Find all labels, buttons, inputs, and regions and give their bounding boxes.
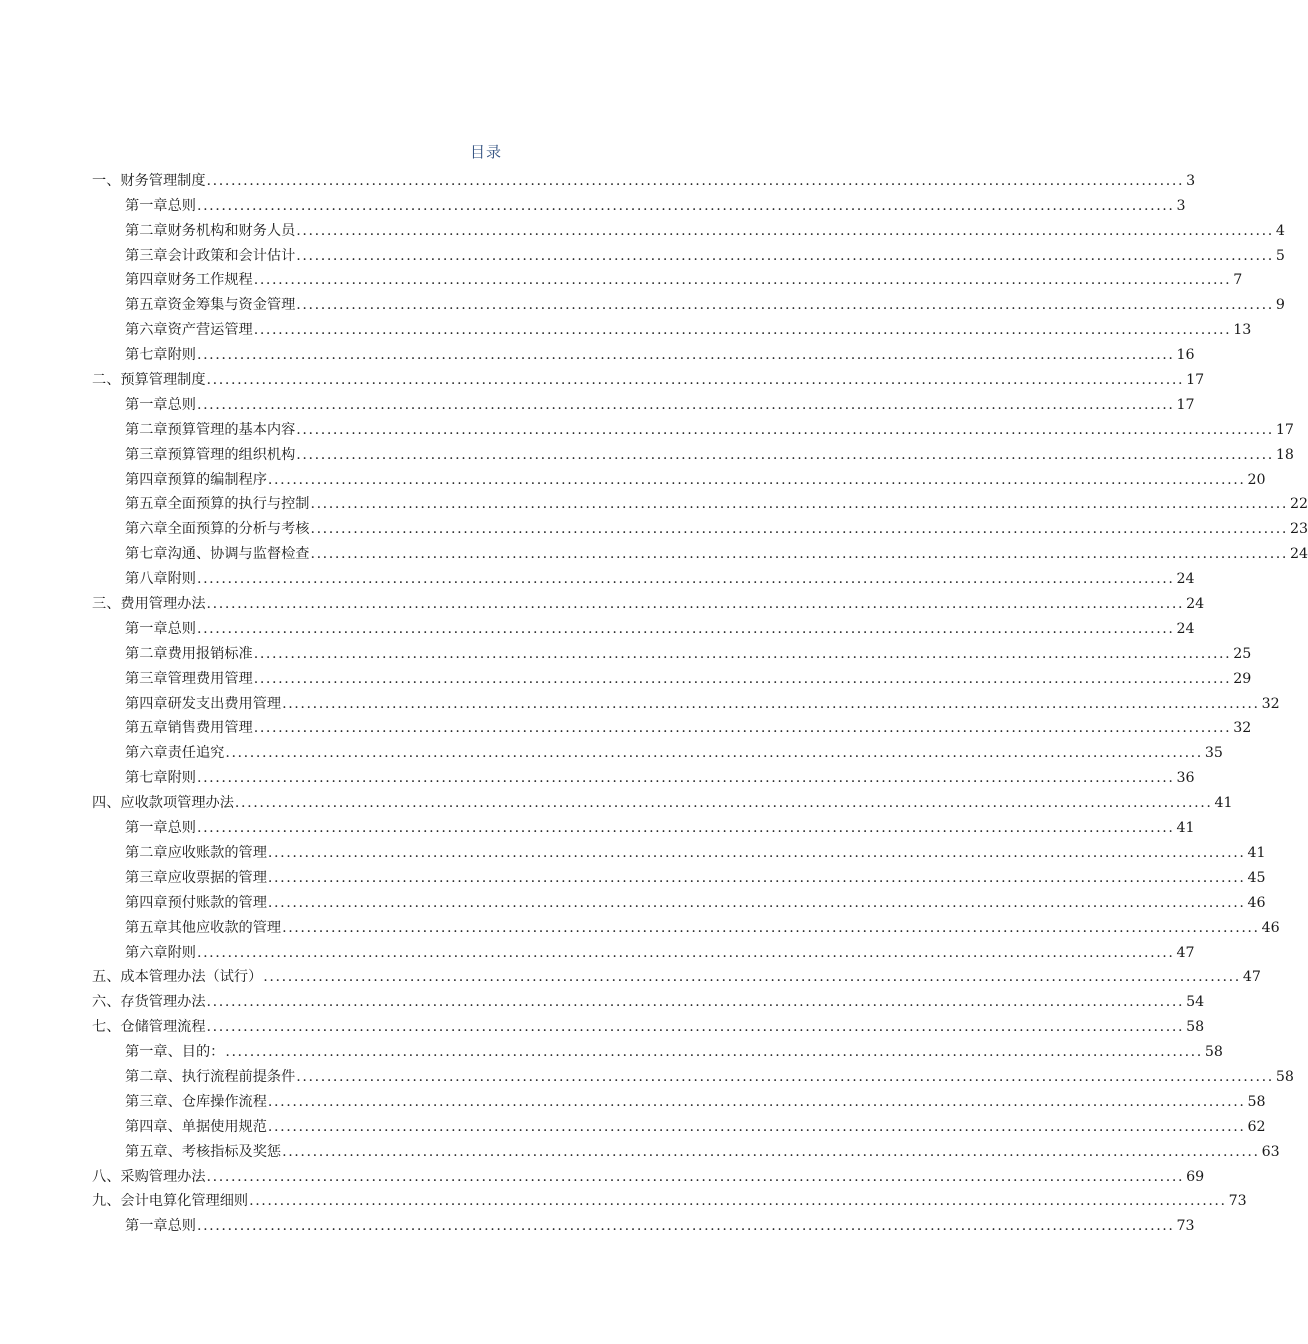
toc-entry[interactable] (92, 265, 1243, 290)
toc-dot-leader: ................................................................................................................................................................ (267, 471, 1246, 488)
toc-entry-text: 第一章总则 (125, 197, 196, 214)
toc-page-number: 24 (1186, 596, 1205, 613)
toc-page-number: 5 (1275, 247, 1285, 264)
toc-entry[interactable] (92, 663, 1252, 688)
toc-entry[interactable] (92, 986, 1205, 1011)
toc-entry-text: 第三章预算管理的组织机构 (125, 446, 296, 463)
toc-entry-text: 第七章附则 (125, 347, 196, 364)
toc-dot-leader: ................................................................................................................................................................ (282, 1143, 1260, 1160)
toc-page-number: 47 (1242, 969, 1261, 986)
toc-entry[interactable] (92, 389, 1195, 414)
toc-entry[interactable] (92, 737, 1223, 762)
toc-page-number: 41 (1247, 844, 1266, 861)
toc-entry-text: 二、预算管理制度 (92, 372, 206, 389)
toc-dot-leader: ................................................................................................................................................................ (296, 222, 1274, 239)
toc-page-number: 3 (1176, 197, 1186, 214)
toc-entry-text: 第六章全面预算的分析与考核 (125, 521, 310, 538)
toc-entry[interactable] (92, 538, 1308, 563)
toc-dot-leader: ................................................................................................................................................................ (310, 546, 1289, 563)
toc-page-number: 25 (1233, 645, 1252, 662)
toc-entry-text: 第二章、执行流程前提条件 (125, 1068, 296, 1085)
toc-dot-leader: ................................................................................................................................................................ (206, 172, 1185, 189)
toc-page-number: 35 (1204, 745, 1223, 762)
toc-entry[interactable] (92, 613, 1195, 638)
toc-entry-text: 第四章、单据使用规范 (125, 1118, 267, 1135)
toc-entry-text: 第一章总则 (125, 1218, 196, 1235)
toc-entry[interactable] (92, 688, 1280, 713)
toc-entry[interactable] (92, 912, 1280, 937)
toc-page-number: 73 (1176, 1218, 1195, 1235)
toc-entry[interactable] (92, 1036, 1223, 1061)
toc-dot-leader: ................................................................................................................................................................ (296, 247, 1274, 264)
toc-page-number: 58 (1275, 1068, 1294, 1085)
toc-dot-leader: ................................................................................................................................................................ (267, 844, 1246, 861)
toc-dot-leader: ................................................................................................................................................................ (267, 869, 1246, 886)
toc-page-number: 46 (1261, 919, 1280, 936)
toc-page-number: 47 (1176, 944, 1195, 961)
toc-dot-leader: ................................................................................................................................................................ (267, 1093, 1246, 1110)
toc-dot-leader: ................................................................................................................................................................ (196, 620, 1175, 637)
toc-dot-leader: ................................................................................................................................................................ (267, 894, 1246, 911)
toc-entry[interactable] (92, 314, 1252, 339)
toc-entry[interactable] (92, 240, 1285, 265)
toc-dot-leader: ................................................................................................................................................................ (225, 1044, 1203, 1061)
toc-entry[interactable] (92, 464, 1266, 489)
toc-title: 目录 (469, 143, 502, 161)
toc-entry-text: 第六章附则 (125, 944, 196, 961)
toc-entry-text: 第四章财务工作规程 (125, 272, 253, 289)
toc-page-number: 24 (1176, 571, 1195, 588)
toc-entry-text: 第五章其他应收款的管理 (125, 919, 282, 936)
toc-dot-leader: ................................................................................................................................................................ (296, 446, 1274, 463)
toc-dot-leader: ................................................................................................................................................................ (206, 994, 1185, 1011)
toc-entry-text: 四、应收款项管理办法 (92, 795, 234, 812)
toc-page-number: 24 (1290, 546, 1308, 563)
toc-entry-text: 第四章预算的编制程序 (125, 471, 267, 488)
toc-dot-leader: ................................................................................................................................................................ (249, 1193, 1227, 1210)
toc-page-number: 17 (1176, 396, 1195, 413)
toc-entry-text: 第五章全面预算的执行与控制 (125, 496, 310, 513)
toc-entry[interactable] (92, 588, 1205, 613)
toc-page-number: 45 (1247, 869, 1266, 886)
toc-entry[interactable] (92, 1061, 1294, 1086)
toc-list (92, 165, 1308, 1235)
toc-page-number: 23 (1290, 521, 1308, 538)
toc-entry-text: 第二章应收账款的管理 (125, 844, 267, 861)
toc-entry[interactable] (92, 962, 1261, 987)
toc-entry[interactable] (92, 439, 1294, 464)
toc-entry-text: 五、成本管理办法（试行） (92, 969, 263, 986)
toc-dot-leader: ................................................................................................................................................................ (225, 745, 1203, 762)
toc-entry-text: 第一章总则 (125, 820, 196, 837)
toc-dot-leader: ................................................................................................................................................................ (206, 1168, 1185, 1185)
toc-page-number: 73 (1228, 1193, 1247, 1210)
toc-entry-text: 第六章资产营运管理 (125, 322, 253, 339)
toc-entry[interactable] (92, 1136, 1280, 1161)
toc-page-number: 4 (1275, 222, 1285, 239)
toc-entry-text: 第四章研发支出费用管理 (125, 695, 282, 712)
toc-entry-text: 第二章财务机构和财务人员 (125, 222, 296, 239)
toc-dot-leader: ................................................................................................................................................................ (206, 596, 1185, 613)
toc-page-number: 16 (1176, 347, 1195, 364)
toc-page-number: 13 (1233, 322, 1252, 339)
toc-dot-leader: ................................................................................................................................................................ (296, 297, 1274, 314)
toc-entry[interactable] (92, 1086, 1266, 1111)
toc-entry-text: 第四章预付账款的管理 (125, 894, 267, 911)
toc-page-number: 7 (1233, 272, 1243, 289)
toc-entry[interactable] (92, 1210, 1195, 1235)
toc-page-number: 17 (1275, 421, 1294, 438)
toc-dot-leader: ................................................................................................................................................................ (253, 272, 1232, 289)
toc-entry[interactable] (92, 638, 1252, 663)
toc-page-number: 17 (1186, 372, 1205, 389)
toc-page-number: 62 (1247, 1118, 1266, 1135)
toc-page-number: 18 (1275, 446, 1294, 463)
toc-entry-text: 第三章管理费用管理 (125, 670, 253, 687)
toc-dot-leader: ................................................................................................................................................................ (253, 670, 1232, 687)
toc-dot-leader: ................................................................................................................................................................ (282, 919, 1260, 936)
toc-entry[interactable] (92, 339, 1195, 364)
toc-page-number: 29 (1233, 670, 1252, 687)
toc-entry[interactable] (92, 563, 1195, 588)
toc-dot-leader: ................................................................................................................................................................ (296, 421, 1274, 438)
toc-page-number: 32 (1261, 695, 1280, 712)
toc-page-number: 69 (1186, 1168, 1205, 1185)
toc-dot-leader: ................................................................................................................................................................ (282, 695, 1260, 712)
toc-entry[interactable] (92, 837, 1266, 862)
toc-dot-leader: ................................................................................................................................................................ (253, 720, 1232, 737)
toc-page-number: 54 (1186, 994, 1205, 1011)
toc-page-number: 58 (1186, 1019, 1205, 1036)
toc-page-number: 24 (1176, 620, 1195, 637)
toc-entry-text: 第三章应收票据的管理 (125, 869, 267, 886)
toc-dot-leader: ................................................................................................................................................................ (253, 645, 1232, 662)
toc-entry-text: 第一章总则 (125, 620, 196, 637)
toc-entry-text: 九、会计电算化管理细则 (92, 1193, 249, 1210)
toc-page-number: 41 (1176, 820, 1195, 837)
toc-page-number: 58 (1204, 1044, 1223, 1061)
toc-entry-text: 七、仓储管理流程 (92, 1019, 206, 1036)
toc-entry[interactable] (92, 762, 1195, 787)
toc-page-number: 63 (1261, 1143, 1280, 1160)
toc-dot-leader: ................................................................................................................................................................ (196, 396, 1175, 413)
toc-entry-text: 第五章资金筹集与资金管理 (125, 297, 296, 314)
toc-entry[interactable] (92, 937, 1195, 962)
toc-page-number: 20 (1247, 471, 1266, 488)
toc-dot-leader: ................................................................................................................................................................ (296, 1068, 1274, 1085)
toc-entry-text: 一、财务管理制度 (92, 172, 206, 189)
toc-entry-text: 第二章费用报销标准 (125, 645, 253, 662)
toc-entry[interactable] (92, 364, 1205, 389)
toc-entry-text: 第二章预算管理的基本内容 (125, 421, 296, 438)
toc-dot-leader: ................................................................................................................................................................ (196, 770, 1175, 787)
toc-entry-text: 第三章、仓库操作流程 (125, 1093, 267, 1110)
toc-entry[interactable] (92, 1161, 1205, 1186)
toc-entry[interactable] (92, 713, 1252, 738)
toc-page-number: 41 (1214, 795, 1233, 812)
toc-page-number: 9 (1275, 297, 1285, 314)
toc-dot-leader: ................................................................................................................................................................ (206, 372, 1185, 389)
toc-entry-text: 第六章责任追究 (125, 745, 225, 762)
toc-entry[interactable] (92, 1186, 1247, 1211)
toc-entry[interactable] (92, 513, 1308, 538)
toc-entry-text: 第一章、目的： (125, 1044, 225, 1061)
toc-entry-text: 第三章会计政策和会计估计 (125, 247, 296, 264)
toc-entry-text: 第七章沟通、协调与监督检查 (125, 546, 310, 563)
toc-entry[interactable] (92, 812, 1195, 837)
toc-dot-leader: ................................................................................................................................................................ (196, 347, 1175, 364)
toc-dot-leader: ................................................................................................................................................................ (310, 521, 1289, 538)
toc-entry-text: 第七章附则 (125, 770, 196, 787)
toc-dot-leader: ................................................................................................................................................................ (263, 969, 1241, 986)
toc-page-number: 58 (1247, 1093, 1266, 1110)
toc-entry[interactable] (92, 1011, 1205, 1036)
toc-entry[interactable] (92, 787, 1233, 812)
toc-entry[interactable] (92, 289, 1285, 314)
toc-page-number: 32 (1233, 720, 1252, 737)
toc-dot-leader: ................................................................................................................................................................ (310, 496, 1289, 513)
toc-page-number: 46 (1247, 894, 1266, 911)
toc-dot-leader: ................................................................................................................................................................ (196, 944, 1175, 961)
toc-entry-text: 第八章附则 (125, 571, 196, 588)
toc-page-number: 36 (1176, 770, 1195, 787)
toc-dot-leader: ................................................................................................................................................................ (196, 571, 1175, 588)
toc-entry-text: 第一章总则 (125, 396, 196, 413)
toc-entry[interactable] (92, 887, 1266, 912)
toc-entry[interactable] (92, 1111, 1266, 1136)
toc-dot-leader: ................................................................................................................................................................ (267, 1118, 1246, 1135)
toc-entry-text: 三、费用管理办法 (92, 596, 206, 613)
toc-entry[interactable] (92, 414, 1294, 439)
toc-entry-text: 八、采购管理办法 (92, 1168, 206, 1185)
toc-entry-text: 六、存货管理办法 (92, 994, 206, 1011)
toc-dot-leader: ................................................................................................................................................................ (196, 197, 1175, 214)
toc-entry[interactable] (92, 215, 1285, 240)
toc-entry[interactable] (92, 165, 1196, 190)
toc-entry[interactable] (92, 489, 1308, 514)
toc-entry[interactable] (92, 862, 1266, 887)
toc-dot-leader: ................................................................................................................................................................ (196, 1218, 1175, 1235)
toc-entry-text: 第五章、考核指标及奖惩 (125, 1143, 282, 1160)
toc-page-number: 3 (1186, 172, 1196, 189)
toc-entry-text: 第五章销售费用管理 (125, 720, 253, 737)
toc-dot-leader: ................................................................................................................................................................ (253, 322, 1232, 339)
toc-page-number: 22 (1290, 496, 1308, 513)
toc-entry[interactable] (92, 190, 1186, 215)
toc-dot-leader: ................................................................................................................................................................ (206, 1019, 1185, 1036)
toc-dot-leader: ................................................................................................................................................................ (196, 820, 1175, 837)
toc-dot-leader: ................................................................................................................................................................ (234, 795, 1213, 812)
